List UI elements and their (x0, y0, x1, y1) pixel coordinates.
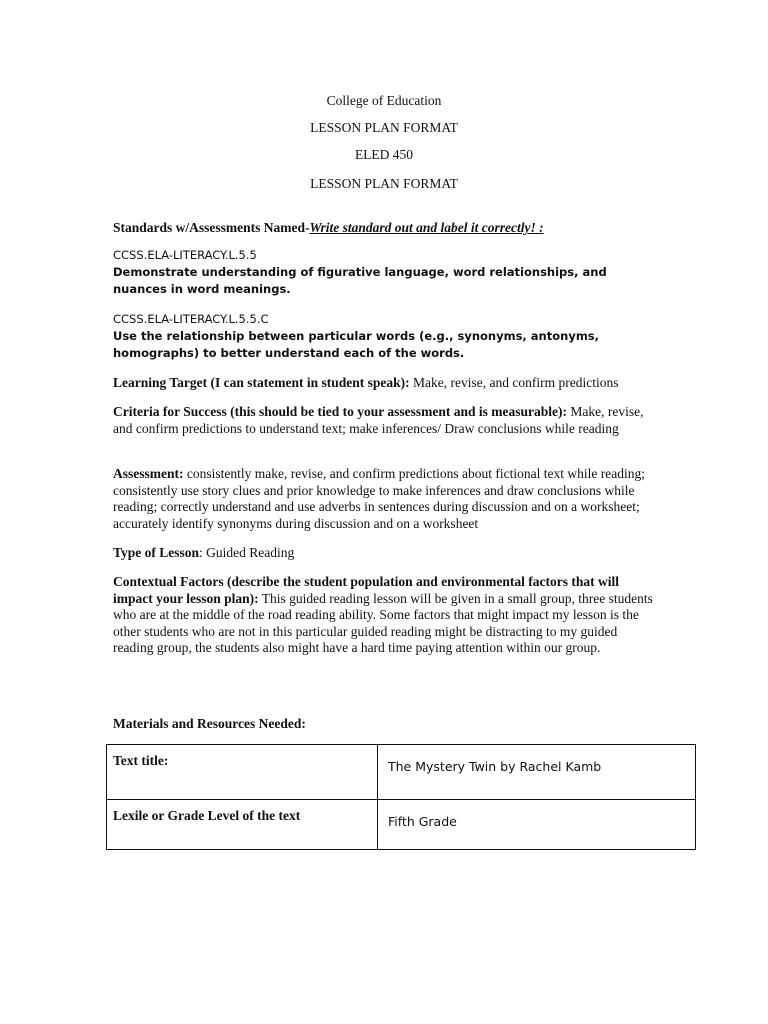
contextual-label: Contextual Factors (describe the student population and environmental factors that will impact your lesson plan): (113, 574, 619, 606)
course-code: ELED 450 (354, 147, 414, 162)
table-cell-value: The Mystery Twin by Rachel Kamb (378, 745, 696, 800)
materials-heading: Materials and Resources Needed: (113, 716, 306, 731)
standards-label: Standards w/Assessments Named- (113, 220, 310, 235)
standard-text: Demonstrate understanding of figurative language, word relationships, and nuances in word meanings. (113, 265, 607, 296)
criteria-label: Criteria for Success (this should be tied to your assessment and is measurable): (113, 404, 567, 419)
standard-item-1 (113, 247, 653, 298)
assessment (113, 466, 653, 532)
table-cell-label: Text title: (107, 745, 378, 800)
contextual-value: This guided reading lesson will be given in a small group, three students who are at the middle of the road reading ability. Some factors that might impact my lesson is the other students who are not in this particular guided reading might be distracting to my guided reading group, the students also might have a hard time paying attention within our group. (113, 590, 653, 655)
table-row (107, 800, 696, 850)
table-row (107, 745, 696, 800)
learning-target (113, 375, 653, 392)
college-name: College of Education (326, 93, 442, 108)
assessment-label: Assessment: (113, 466, 184, 481)
criteria-value: Make, revise, and confirm predictions to understand text; make inferences/ Draw conclusions while reading (113, 404, 644, 436)
standard-code: CCSS.ELA-LITERACY.L.5.5 (113, 248, 257, 262)
assessment-value: consistently make, revise, and confirm predictions about fictional text while reading; consistently use story clues and prior knowledge to make inferences and draw conclusions while reading; correctly understand and use adverbs in sentences during discussion and on a worksheet; accurately identify synonyms during discussion and on a worksheet (113, 466, 645, 531)
doc-subtitle: LESSON PLAN FORMAT (310, 176, 458, 191)
contextual-factors (113, 574, 653, 657)
learning-target-value: Make, revise, and confirm predictions (409, 375, 619, 390)
standard-text: Use the relationship between particular words (e.g., synonyms, antonyms, homographs) to better understand each of the words. (113, 329, 600, 360)
materials-table (106, 744, 696, 850)
lesson-type-label: Type of Lesson (113, 545, 200, 560)
doc-title: LESSON PLAN FORMAT (310, 120, 458, 135)
table-cell-label: Lexile or Grade Level of the text (107, 800, 378, 850)
learning-target-label: Learning Target (I can statement in student speak): (113, 375, 410, 390)
standards-heading (113, 220, 653, 237)
table-cell-value: Fifth Grade (378, 800, 696, 850)
standard-code: CCSS.ELA-LITERACY.L.5.5.C (113, 312, 269, 326)
criteria-for-success (113, 404, 653, 437)
standards-instruction: Write standard out and label it correctly! : (309, 220, 544, 235)
lesson-type (113, 545, 653, 562)
standard-item-2 (113, 311, 653, 362)
lesson-type-value: : Guided Reading (199, 545, 295, 560)
